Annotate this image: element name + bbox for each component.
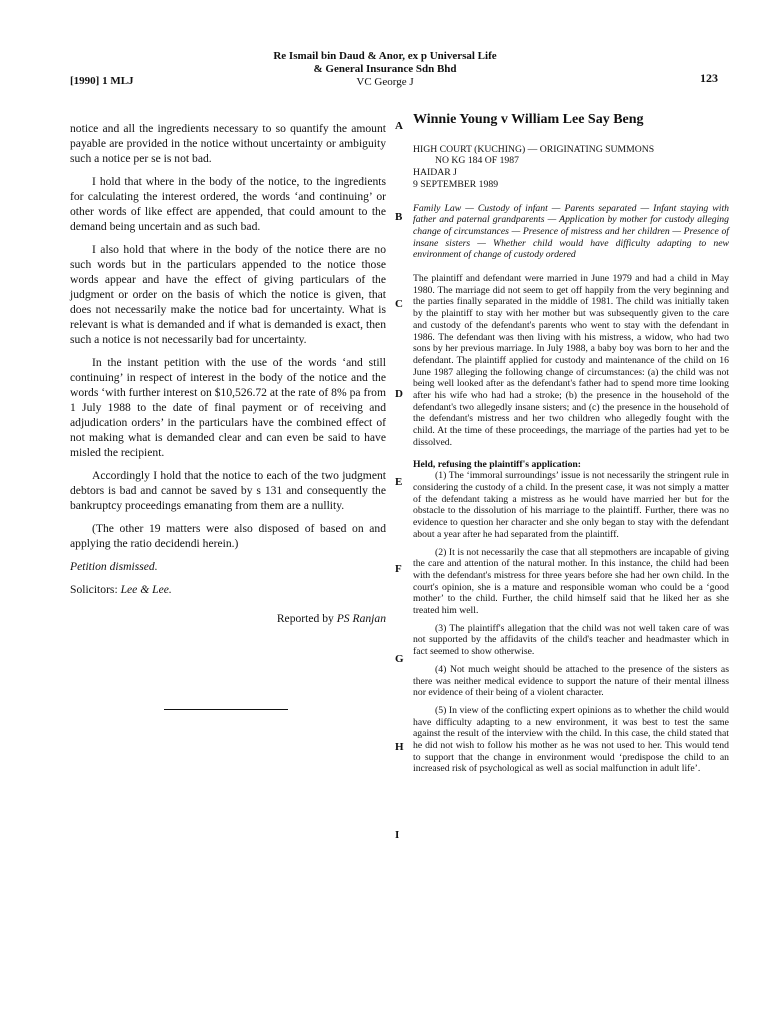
paragraph-6: (The other 19 matters were also disposed of based on and applying the ratio decidendi herein.) — [70, 522, 386, 550]
solicitors-name: Lee & Lee. — [120, 583, 172, 596]
margin-letter-a: A — [395, 120, 403, 132]
citation: [1990] 1 MLJ — [70, 75, 134, 87]
margin-letter-h: H — [395, 741, 404, 753]
solicitors-label: Solicitors: — [70, 583, 121, 596]
holding-4: (4) Not much weight should be attached to the presence of the sisters as there was neither medical evidence to support the nature of their mental illness nor evidence of their being of a violent character. — [413, 663, 729, 699]
court-line-3: HAIDAR J — [413, 167, 457, 179]
margin-letter-d: D — [395, 388, 403, 400]
running-header — [230, 50, 540, 89]
case-name-line-2: & General Insurance Sdn Bhd — [313, 63, 457, 75]
holding-2: (2) It is not necessarily the case that all stepmothers are incapable of giving the care and attention of the natural mother. In this instance, the child had been with the defendant's mistress for three years before she had her own child. In the court's opinion, she is a mature and responsible woman who could be a ‘good mother’ to the child. Further, the child himself said that he liked her as she treated him well. — [413, 546, 729, 617]
case-name-line-1: Re Ismail bin Daud & Anor, ex p Universal Life — [273, 50, 497, 62]
paragraph-5: Accordingly I hold that the notice to each of the two judgment debtors is bad and cannot be saved by s 131 and consequently the bankruptcy proceedings emanating from them are a nullity. — [70, 469, 386, 512]
headnote-catchwords: Family Law — Custody of infant — Parents separated — Infant staying with father and paternal grandparents — Application by mother for custody alleging change of circumstances — Presence of mistress and her children — Presence of insane sisters — Whether child would have difficulty adapting to new environment of change of custody ordered — [413, 202, 729, 261]
margin-letter-e: E — [395, 476, 403, 488]
solicitors — [70, 582, 386, 597]
held-heading: Held, refusing the plaintiff's application: — [413, 458, 582, 470]
holding-5: (5) In view of the conflicting expert opinions as to whether the child would have difficulty adapting to a new environment, it was best to test the same against the result of the interview with the child. In this case, the child stated that he did not wish to follow his mother as he was not used to her. This would tend to support that the change in environment would ‘predispose the child to an increased risk of psychological as well as social malfunction in adult life’. — [413, 704, 729, 775]
right-column — [413, 114, 729, 781]
paragraph-4: In the instant petition with the use of the words ‘and still continuing’ in respect of interest in the body of the notice and the words ‘with further interest on $10,526.72 at the rate of 8% pa from 1 July 1988 to the date of final payment or of receiving and adjudication orders’ in the particulars have the combined effect of not making what is demanded clear and can even be said to have misled the recipient. — [70, 356, 386, 459]
judge-name: VC George J — [356, 76, 414, 88]
case-title: Winnie Young v William Lee Say Beng — [413, 112, 644, 127]
end-rule — [164, 709, 288, 710]
reported-by — [70, 611, 386, 626]
holding-1: (1) The ‘immoral surroundings’ issue is not necessarily the stringent rule in considering the custody of a child. In the present case, it was not simply a matter of the defendant taking a mistress as he would have married her but for the obstacle to the dissolution of his marriage to the plaintiff. Further, there was no evidence to question her character and she only began to stay with the defendant about a year after he had separated from the plaintiff. — [413, 470, 729, 540]
facts-paragraph: The plaintiff and defendant were married in June 1979 and had a child in May 1980. The marriage did not seem to get off happily from the very beginning and the parties finally separated in the middle of 1981. The child was initially taken by the plaintiff to stay with her mother but was subsequently given to the care and custody of the defendant's parents who went to stay with the defendant in 1986. The defendant was then living with his mistress, a widow, who had two sons by her previous marriage. In July 1988, a baby boy was born to her and the defendant. The plaintiff applied for custody and maintenance of the child on 16 June 1987 alleging the following change of circumstances: (a) the child was not being well looked after as the defendant's father had to spend more time looking after his wife who had had a stroke; (b) the presence in the household of the defendant's two allegedly insane sisters; and (c) the presence in the household of the defendant's mistress and her two children who allegedly fought with the child. At the time of these proceedings, the marriage of the parties had yet to be dissolved. — [413, 273, 729, 448]
reporter-name: PS Ranjan — [336, 612, 386, 625]
paragraph-3: I also hold that where in the body of the notice there are no such words but in the particulars appended to the notice those words appear and have the effect of giving particulars of the judgment or order on the basis of which the notice is given, that does not necessarily make the notice bad for uncertainty. What is relevant is what is demanded and if what is demanded is exact, then such a notice is not necessarily bad for uncertainty. — [70, 243, 386, 346]
margin-letter-g: G — [395, 653, 404, 665]
paragraph-2: I hold that where in the body of the notice, to the ingredients for calculating the interest ordered, the words ‘and continuing’ or other words of like effect are appended, that could amount to the demand being uncertain and as such bad. — [70, 175, 386, 233]
margin-letter-i: I — [395, 829, 400, 841]
petition-outcome-text: Petition dismissed. — [70, 560, 158, 573]
reported-label: Reported by — [276, 612, 337, 625]
holding-3: (3) The plaintiff's allegation that the child was not well taken care of was not supported by the affidavits of the child's teacher and headmaster which in fact seemed to show otherwise. — [413, 622, 729, 658]
left-column — [70, 121, 386, 634]
court-line-4: 9 SEPTEMBER 1989 — [413, 178, 499, 190]
court-line-2: NO KG 184 OF 1987 — [435, 155, 519, 167]
paragraph-1: notice and all the ingredients necessary to so quantify the amount payable are provided in the notice without uncertainty or ambiguity such a notice per se is not bad. — [70, 122, 386, 165]
court-details — [413, 144, 729, 191]
margin-letter-c: C — [395, 298, 403, 310]
margin-letter-f: F — [395, 563, 402, 575]
court-line-1: HIGH COURT (KUCHING) — ORIGINATING SUMMONS — [413, 143, 655, 155]
margin-letter-b: B — [395, 211, 403, 223]
petition-outcome — [70, 559, 386, 574]
page-number: 123 — [700, 71, 718, 85]
